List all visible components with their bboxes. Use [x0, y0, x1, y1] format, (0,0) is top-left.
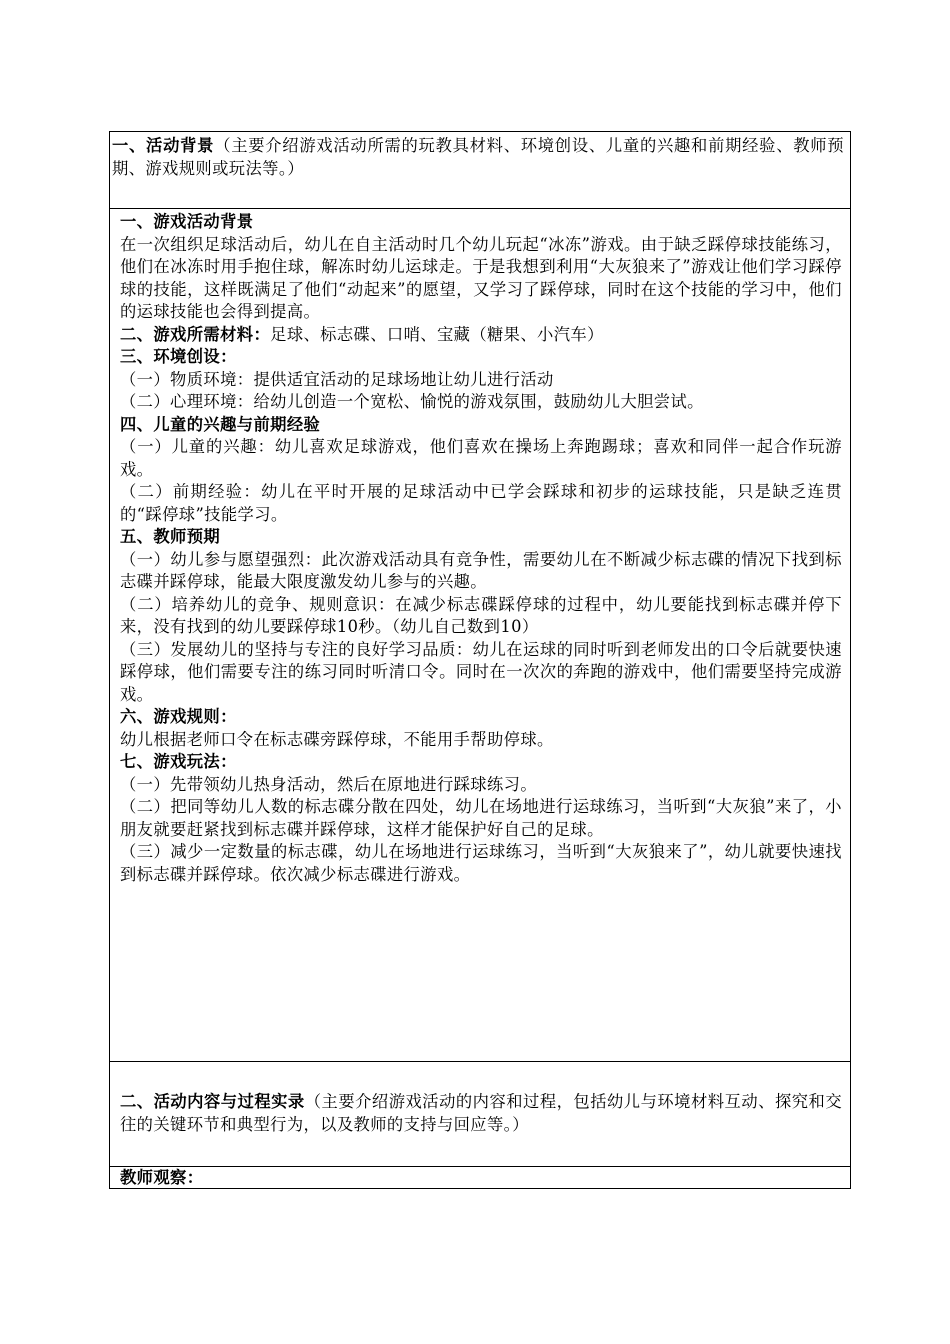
section2-desc: （主要介绍游戏活动的内容和过程，包括幼儿与环境材料互动、探究和交往的关键环节和典型行为，以及教师的支持与回应等。） [120, 1092, 842, 1134]
expect-item-3: （三）发展幼儿的坚持与专注的良好学习品质：幼儿在运球的同时听到老师发出的口令后就要快速踩停球，他们需要专注的练习同时听清口令。同时在一次次的奔跑的游戏中，他们需要坚持完成游戏。 [120, 639, 842, 704]
bg-heading-7: 七、游戏玩法： [120, 752, 237, 771]
section1-title: 一、活动背景 [112, 136, 215, 155]
section1-heading [112, 135, 844, 180]
materials-line [120, 324, 842, 347]
section2-cell [110, 1062, 850, 1166]
bg-heading-2: 二、游戏所需材料： [120, 324, 271, 344]
rule-text: 幼儿根据老师口令在标志碟旁踩停球，不能用手帮助停球。 [120, 729, 554, 749]
interest-item-2: （二）前期经验：幼儿在平时开展的足球活动中已学会踩球和初步的运球技能，只是缺乏连贯的“踩停球”技能学习。 [120, 482, 842, 524]
bg-paragraph-1: 在一次组织足球活动后，幼儿在自主活动时几个幼儿玩起“冰冻”游戏。由于缺乏踩停球技能练习，他们在冰冻时用手抱住球，解冻时幼儿运球走。于是我想到利用“大灰狼来了”游戏让他们学习踩停球的技能，这样既满足了他们“动起来”的愿望，又学习了踩停球，同时在这个技能的学习中，他们的运球技能也会得到提高。 [120, 234, 842, 321]
section1-desc: （主要介绍游戏活动所需的玩教具材料、环境创设、儿童的兴趣和前期经验、教师预期、游戏规则或玩法等。） [112, 136, 844, 178]
section1-cell [110, 132, 850, 208]
bg-heading-1: 一、游戏活动背景 [120, 212, 254, 231]
record-table [109, 131, 851, 1189]
env-item-2: （二）心理环境：给幼儿创造一个宽松、愉悦的游戏氛围，鼓励幼儿大胆尝试。 [120, 392, 704, 411]
section2-title: 二、活动内容与过程实录 [120, 1092, 305, 1111]
play-item-1: （一）先带领幼儿热身活动，然后在原地进行踩球练习。 [120, 774, 538, 794]
play-item-2: （二）把同等幼儿人数的标志碟分散在四处，幼儿在场地进行运球练习，当听到“大灰狼”来了，小朋友就要赶紧找到标志碟并踩停球，这样才能保护好自己的足球。 [120, 797, 842, 839]
bg-heading-4: 四、儿童的兴趣与前期经验 [120, 414, 321, 434]
bg-heading-5: 五、教师预期 [120, 527, 221, 546]
bg-heading-3: 三、环境创设： [120, 347, 237, 366]
materials-text: 足球、标志碟、口哨、宝藏（糖果、小汽车） [270, 324, 604, 344]
expect-item-1: （一）幼儿参与愿望强烈：此次游戏活动具有竞争性，需要幼儿在不断减少标志碟的情况下找到标志碟并踩停球，能最大限度激发幼儿参与的兴趣。 [120, 549, 842, 591]
expect-item-2: （二）培养幼儿的竞争、规则意识：在减少标志碟踩停球的过程中，幼儿要能找到标志碟并停下来，没有找到的幼儿要踩停球10秒。（幼儿自己数到10） [120, 594, 842, 636]
bg-heading-6: 六、游戏规则： [120, 707, 237, 726]
play-item-3: （三）减少一定数量的标志碟，幼儿在场地进行运球练习，当听到“大灰狼来了”，幼儿就要快速找到标志碟并踩停球。依次减少标志碟进行游戏。 [120, 842, 842, 884]
interest-item-1: （一）儿童的兴趣：幼儿喜欢足球游戏，他们喜欢在操场上奔跑踢球；喜欢和同伴一起合作玩游戏。 [120, 437, 842, 479]
background-cell [110, 209, 850, 1061]
observation-cell [110, 1167, 850, 1189]
section2-heading [120, 1091, 842, 1136]
observation-label: 教师观察： [120, 1168, 204, 1187]
env-item-1: （一）物质环境：提供适宜活动的足球场地让幼儿进行活动 [120, 369, 554, 389]
